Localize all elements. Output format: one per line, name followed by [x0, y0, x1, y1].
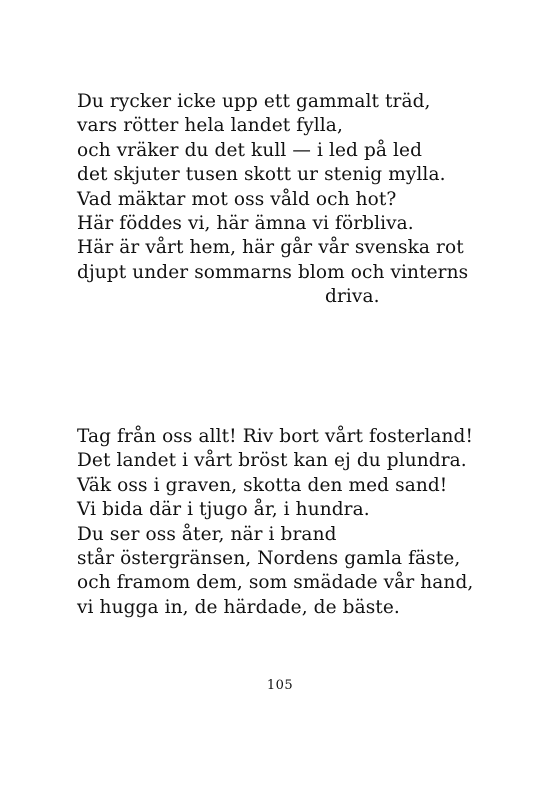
poem-line: det skjuter tusen skott ur stenig mylla.	[77, 164, 446, 186]
poem-line: Vad mäktar mot oss våld och hot?	[77, 188, 397, 210]
poem-line: djupt under sommarns blom och vinterns	[77, 261, 469, 283]
poem-line: Det landet i vårt bröst kan ej du plundra.	[77, 450, 467, 472]
poem-line: Du ser oss åter, när i brand	[77, 523, 337, 545]
poem-line: vars rötter hela landet fylla,	[77, 115, 343, 137]
poem-line: Här är vårt hem, här går vår svenska rot	[77, 237, 464, 259]
poem-line-continuation: driva.	[325, 286, 380, 308]
poem-line: Här föddes vi, här ämna vi förbliva.	[77, 213, 414, 235]
poem-line: står östergränsen, Nordens gamla fäste,	[77, 548, 461, 570]
page-number: 105	[266, 678, 294, 693]
poem-line: Väk oss i graven, skotta den med sand!	[77, 474, 448, 496]
poem-line: och vräker du det kull — i led på led	[77, 139, 423, 161]
stanza-1	[77, 90, 468, 310]
poem-line: Tag från oss allt! Riv bort vårt fosterland!	[77, 426, 473, 447]
stanza-2	[77, 425, 473, 620]
poem-line: och framom dem, som smädade vår hand,	[77, 572, 474, 594]
poem-line: vi hugga in, de härdade, de bäste.	[77, 596, 400, 618]
poem-line: Du rycker icke upp ett gammalt träd,	[77, 91, 431, 112]
poem-line: Vi bida där i tjugo år, i hundra.	[77, 499, 370, 521]
